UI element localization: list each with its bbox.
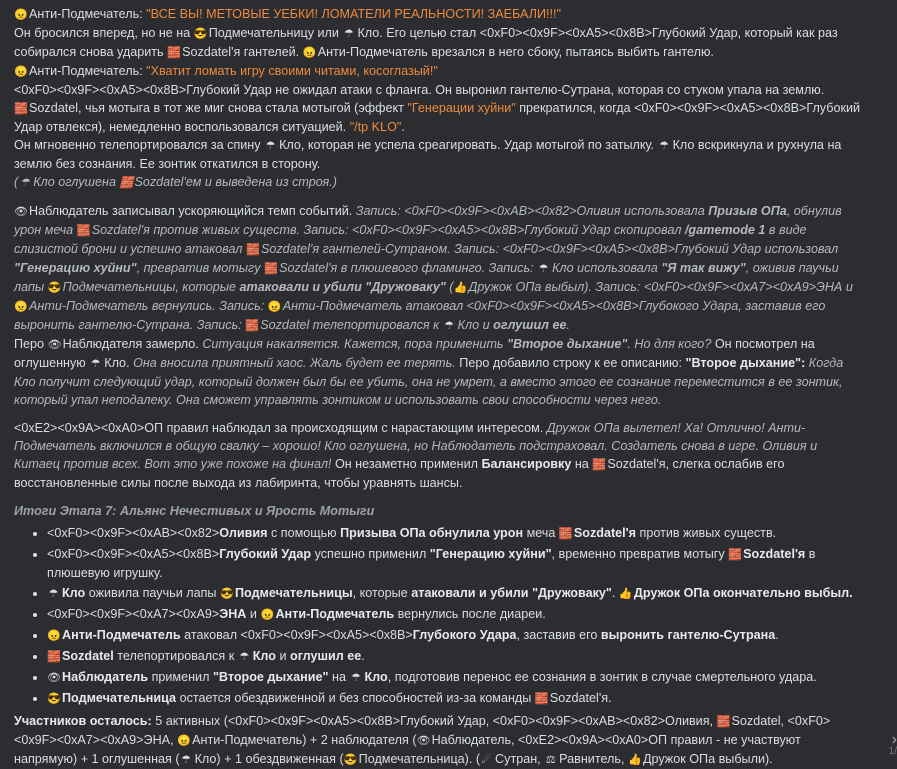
text: против живых существ. bbox=[640, 526, 777, 540]
paragraph-9 bbox=[14, 335, 862, 409]
umbrella-icon: ☂ bbox=[443, 317, 456, 335]
text: остается обездвиженной и без способностей из-за команды bbox=[180, 691, 532, 705]
speaker-label: Анти-Подмечатель: bbox=[29, 7, 143, 21]
text: Подмечательницы, которые bbox=[63, 280, 236, 294]
umbrella-icon: ☂ bbox=[349, 669, 362, 687]
highlight: "Второе дыхание" bbox=[507, 337, 627, 351]
text: Призыва ОПа обнулила урон bbox=[340, 526, 523, 540]
text: Призыв ОПа bbox=[708, 204, 787, 218]
text: Анти-Подмечатель вернулись. Запись: bbox=[29, 299, 264, 313]
text: Наблюдателя замерло. bbox=[63, 337, 199, 351]
paragraph-5 bbox=[14, 99, 862, 136]
text: Анти-Подмечатель) + 2 наблюдателя ( bbox=[192, 733, 416, 747]
text: Дружок ОПа выбыл). Запись: <0xF0><0x9F><0xA7><0xA9>ЭНА и bbox=[469, 280, 853, 294]
text: Дружок ОПа вылетел! Ха! Отлично! Анти-Подмечатель включился в общую свалку – хорошо! Кло оглушена, но Наблюдатель подстраховал. Создатель снова в игре. Оливия и Китаец против всех. Вот это уже похоже на финал! bbox=[14, 421, 817, 471]
text: ( bbox=[14, 175, 18, 189]
list-item bbox=[47, 668, 862, 687]
angry-face-icon: 😠 bbox=[14, 298, 27, 316]
text: Перо добавило строку к ее описанию: bbox=[459, 356, 682, 370]
text: оглушил ее bbox=[290, 649, 361, 663]
text: вернулись после диареи. bbox=[398, 607, 546, 621]
sunglasses-face-icon: 😎 bbox=[48, 279, 61, 297]
list-item bbox=[47, 647, 862, 666]
text: Анти-Подмечатель атаковал <0xF0><0x9F><0xA5><0x8B>Глубокого Удара, заставив его выронить гантелю-Сутрана. Запись: bbox=[14, 299, 825, 332]
participants-summary bbox=[14, 712, 862, 769]
text: <0xF0><0x9F><0xA5><0x8B> bbox=[47, 547, 219, 561]
highlight: "Второе дыхание": bbox=[686, 356, 806, 370]
umbrella-icon: ☂ bbox=[18, 174, 31, 192]
text: Запись: <0xF0><0x9F><0xAB><0x82>Оливия использовала bbox=[356, 204, 705, 218]
text: атаковал <0xF0><0x9F><0xA5><0x8B> bbox=[184, 628, 413, 642]
angry-face-icon: 😠 bbox=[177, 732, 190, 750]
text: в виде слизистой брони и успешно атаковал bbox=[14, 223, 807, 256]
eye-icon: 👁 bbox=[417, 732, 430, 750]
text: Сутран, bbox=[495, 752, 541, 766]
brick-icon: 🧱 bbox=[559, 525, 572, 543]
text: Он бросился вперед, но не на bbox=[14, 26, 190, 40]
text: с помощью bbox=[271, 526, 337, 540]
list-item bbox=[47, 545, 862, 582]
list-item bbox=[47, 584, 862, 603]
text: Анти-Подмечатель bbox=[62, 628, 181, 642]
list-item bbox=[47, 524, 862, 543]
highlight: "Генерацию хуйни" bbox=[14, 261, 137, 275]
text: Кло) + 1 обездвиженная ( bbox=[195, 752, 344, 766]
paragraph-3 bbox=[14, 62, 862, 81]
summary-list bbox=[14, 524, 862, 708]
text: <0xF0><0x9F><0xAB><0x82> bbox=[47, 526, 219, 540]
sunglasses-face-icon: 😎 bbox=[220, 585, 233, 603]
text: . bbox=[361, 649, 365, 663]
text: Подмечательницу или bbox=[209, 26, 339, 40]
highlight: "Я так вижу" bbox=[661, 261, 745, 275]
text: . bbox=[566, 318, 570, 332]
paragraph-8 bbox=[14, 202, 862, 335]
paragraph-7 bbox=[14, 173, 862, 192]
angry-face-icon: 😠 bbox=[14, 6, 27, 24]
text: Наблюдатель, <0xE2><0x9A><0xA0>ОП правил - не участвуют напрямую) + 1 оглушенная ( bbox=[14, 733, 801, 766]
text: Sozdatel bbox=[62, 649, 114, 663]
text: Sozdatel'я гантелей-Сутраном. Запись: <0xF0><0x9F><0xA5><0x8B>Глубокий Удар использовал bbox=[261, 242, 838, 256]
text: ( bbox=[449, 280, 453, 294]
text: , заставив его bbox=[516, 628, 597, 642]
text: Он незаметно применил bbox=[335, 457, 478, 471]
text: <0xF0><0x9F><0xA7><0xA9> bbox=[47, 607, 219, 621]
text: Наблюдатель bbox=[62, 670, 148, 684]
text: успешно применил bbox=[315, 547, 427, 561]
text: выронить гантелю-Сутрана bbox=[601, 628, 775, 642]
highlight: "Второе дыхание" bbox=[213, 670, 329, 684]
text: телепортировался к bbox=[117, 649, 234, 663]
text: Sozdatel'я. bbox=[550, 691, 612, 705]
angry-face-icon: 😠 bbox=[303, 44, 316, 62]
brick-icon: 🧱 bbox=[77, 222, 90, 240]
umbrella-icon: ☂ bbox=[264, 137, 277, 155]
text: Глубокий Удар bbox=[219, 547, 311, 561]
text: Балансировку bbox=[481, 457, 571, 471]
text: , оживив паучьи лапы bbox=[14, 261, 839, 294]
brick-icon: 🧱 bbox=[535, 690, 548, 708]
summary-label: Участников осталось: bbox=[14, 714, 152, 728]
umbrella-icon: ☂ bbox=[238, 648, 251, 666]
text: Оливия bbox=[219, 526, 267, 540]
sunglasses-face-icon: 😎 bbox=[194, 25, 207, 43]
text: , превратив мотыгу bbox=[137, 261, 261, 275]
brick-icon: 🧱 bbox=[47, 648, 60, 666]
speaker-label: Анти-Подмечатель: bbox=[29, 64, 143, 78]
quote: "Хватит ломать игру своими читами, косоглазый!" bbox=[146, 64, 438, 78]
list-item bbox=[47, 626, 862, 645]
paragraph-10 bbox=[14, 419, 862, 492]
text: и bbox=[279, 649, 286, 663]
thumbs-up-icon: 👍 bbox=[619, 585, 632, 603]
text: атаковали и убили bbox=[411, 586, 528, 600]
text: прекратился, когда <0xF0><0x9F><0xA5><0x8B>Глубокий Удар отвлекся), немедленно воспользовался ситуацией. bbox=[14, 101, 860, 134]
brick-icon: 🧱 bbox=[592, 456, 605, 474]
umbrella-icon: ☂ bbox=[658, 137, 671, 155]
text: Кло. Его целью стал <0xF0><0x9F><0xA5><0x8B>Глубокий Удар, который как раз собирался снова ударить bbox=[14, 26, 838, 59]
brick-icon: 🧱 bbox=[246, 241, 259, 259]
highlight: "Генерацию хуйни" bbox=[430, 547, 552, 561]
quote: "ВСЕ ВЫ! МЕТОВЫЕ УЕБКИ! ЛОМАТЕЛИ РЕАЛЬНОСТИ! ЗАЕБАЛИ!!!" bbox=[146, 7, 561, 21]
text: атаковали и убили bbox=[240, 280, 362, 294]
eye-icon: 👁 bbox=[14, 203, 27, 221]
text: Кло оглушена bbox=[33, 175, 116, 189]
text: Sozdatel'я bbox=[574, 526, 636, 540]
text: Когда Кло получит следующий удар, который должен был бы ее убить, она не умрет, а вместо этого ее сознание переместится в ее зонтик, который упал неподалеку. Она сможет управлять зонтиком и использовать свои способности через него. bbox=[14, 356, 843, 407]
text: и bbox=[250, 607, 257, 621]
text: Кло и bbox=[458, 318, 490, 332]
text: Он посмотрел на оглушенную bbox=[14, 337, 815, 370]
text: Подмечательница bbox=[62, 691, 176, 705]
text: Sozdatel'я в плюшевого фламинго. Запись: bbox=[279, 261, 533, 275]
text: Кло, которая не успела среагировать. Удар мотыгой по затылку. bbox=[279, 138, 654, 152]
text: , временно превратив мотыгу bbox=[552, 547, 725, 561]
highlight: "Генерации хуйни" bbox=[407, 101, 515, 115]
text: Наблюдатель записывал ускоряющийся темп событий. bbox=[29, 204, 352, 218]
angry-face-icon: 😠 bbox=[14, 63, 27, 81]
angry-face-icon: 😠 bbox=[47, 627, 60, 645]
text: ЭНА bbox=[219, 607, 246, 621]
eye-icon: 👁 bbox=[47, 669, 60, 687]
brick-icon: 🧱 bbox=[728, 546, 741, 564]
text: оживила паучьи лапы bbox=[89, 586, 217, 600]
text: . bbox=[612, 586, 616, 600]
scales-icon: ⚖ bbox=[544, 751, 557, 769]
text: Sozdatel'я гантелей. bbox=[182, 45, 299, 59]
text: Глубокого Удара bbox=[413, 628, 517, 642]
brick-icon: 🧱 bbox=[245, 317, 258, 335]
umbrella-icon: ☂ bbox=[47, 585, 60, 603]
sunglasses-face-icon: 😎 bbox=[47, 690, 60, 708]
thumbs-up-icon: 👍 bbox=[454, 279, 467, 297]
command: "/tp KLO" bbox=[350, 120, 402, 134]
umbrella-icon: ☂ bbox=[537, 260, 550, 278]
text: Sozdatel телепортировался к bbox=[260, 318, 439, 332]
text: Перо bbox=[14, 337, 44, 351]
page-indicator: 1/ bbox=[889, 743, 897, 761]
text: Равнитель, bbox=[559, 752, 624, 766]
text: на bbox=[575, 457, 589, 471]
text: Кло вскрикнула и рухнула на землю без сознания. Ее зонтик откатился в сторону. bbox=[14, 138, 841, 171]
umbrella-icon: ☂ bbox=[89, 355, 102, 373]
section-heading: Итоги Этапа 7: Альянс Нечестивых и Ярость Мотыги bbox=[14, 502, 862, 520]
text: на bbox=[332, 670, 346, 684]
brick-icon: 🧱 bbox=[167, 44, 180, 62]
chevron-right-icon[interactable]: › bbox=[892, 731, 897, 749]
paragraph-1 bbox=[14, 5, 862, 24]
text: Она вносила приятный хаос. Жаль будет ее терять. bbox=[133, 356, 456, 370]
text: Дружок ОПа выбыли). bbox=[643, 752, 773, 766]
text: Sozdatel'я, слегка ослабив его восстановленные силы после выхода из лабиринта, чтобы уравнять шансы. bbox=[14, 457, 785, 490]
text: . bbox=[775, 628, 779, 642]
text: Он мгновенно телепортировался за спину bbox=[14, 138, 261, 152]
paragraph-6 bbox=[14, 136, 862, 173]
list-item bbox=[47, 689, 862, 708]
text: Кло bbox=[253, 649, 276, 663]
list-item bbox=[47, 605, 862, 624]
brick-icon: 🧱 bbox=[119, 174, 132, 192]
text: оглушил ее bbox=[493, 318, 566, 332]
text: Sozdatel, <0xF0><0x9F><0xA7><0xA9>ЭНА, bbox=[14, 714, 830, 747]
text: , обнулив урон меча bbox=[14, 204, 842, 237]
text: <0xE2><0x9A><0xA0>ОП правил наблюдал за происходящим с нарастающим интересом. bbox=[14, 421, 543, 435]
text: Кло использовала bbox=[552, 261, 658, 275]
brick-icon: 🧱 bbox=[717, 713, 730, 731]
text: Кло bbox=[364, 670, 387, 684]
text: применил bbox=[152, 670, 210, 684]
text: 5 активных (<0xF0><0x9F><0xA5><0x8B>Глубокий Удар, <0xF0><0x9F><0xAB><0x82>Оливия, bbox=[155, 714, 713, 728]
text: Sozdatel, чья мотыга в тот же миг снова стала мотыгой (эффект bbox=[29, 101, 404, 115]
angry-face-icon: 😠 bbox=[260, 606, 273, 624]
text: . Но для кого? bbox=[627, 337, 711, 351]
highlight: "Дружоваку" bbox=[532, 586, 612, 600]
text: Подмечательница). ( bbox=[359, 752, 480, 766]
eye-icon: 👁 bbox=[48, 336, 61, 354]
text: Кло bbox=[62, 586, 85, 600]
text: ) bbox=[333, 175, 337, 189]
text: Кло. bbox=[104, 356, 129, 370]
paragraph-4: <0xF0><0x9F><0xA5><0x8B>Глубокий Удар не ожидал атаки с фланга. Он выронил гантелю-Сутрана, которая со стуком упала на землю. bbox=[14, 81, 862, 99]
paragraph-2 bbox=[14, 24, 862, 62]
comet-icon: ☄ bbox=[480, 751, 493, 769]
text: Анти-Подмечатель врезался в него сбоку, пытаясь выбить гантелю. bbox=[318, 45, 714, 59]
brick-icon: 🧱 bbox=[264, 260, 277, 278]
text: Sozdatel'ем и выведена из строя. bbox=[134, 175, 332, 189]
text: , которые bbox=[353, 586, 408, 600]
text: меча bbox=[527, 526, 556, 540]
text: , подготовив перенос ее сознания в зонтик в случае смертельного удара. bbox=[388, 670, 817, 684]
text: Дружок ОПа окончательно выбыл. bbox=[634, 586, 853, 600]
highlight: "Дружоваку" bbox=[365, 280, 446, 294]
text: Анти-Подмечатель bbox=[275, 607, 394, 621]
text: в плюшевую игрушку. bbox=[47, 547, 816, 580]
thumbs-up-icon: 👍 bbox=[628, 751, 641, 769]
text: Sozdatel'я против живых существ. Запись: <0xF0><0x9F><0xA5><0x8B>Глубокий Удар скопировал bbox=[92, 223, 682, 237]
text: . bbox=[401, 120, 405, 134]
text: /gamemode 1 bbox=[685, 223, 766, 237]
text: Подмечательницы bbox=[235, 586, 353, 600]
text: Sozdatel'я bbox=[743, 547, 805, 561]
sunglasses-face-icon: 😎 bbox=[344, 751, 357, 769]
brick-icon: 🧱 bbox=[14, 100, 27, 118]
umbrella-icon: ☂ bbox=[180, 751, 193, 769]
angry-face-icon: 😠 bbox=[268, 298, 281, 316]
text: Ситуация накаляется. Кажется, пора применить bbox=[202, 337, 503, 351]
umbrella-icon: ☂ bbox=[342, 25, 355, 43]
